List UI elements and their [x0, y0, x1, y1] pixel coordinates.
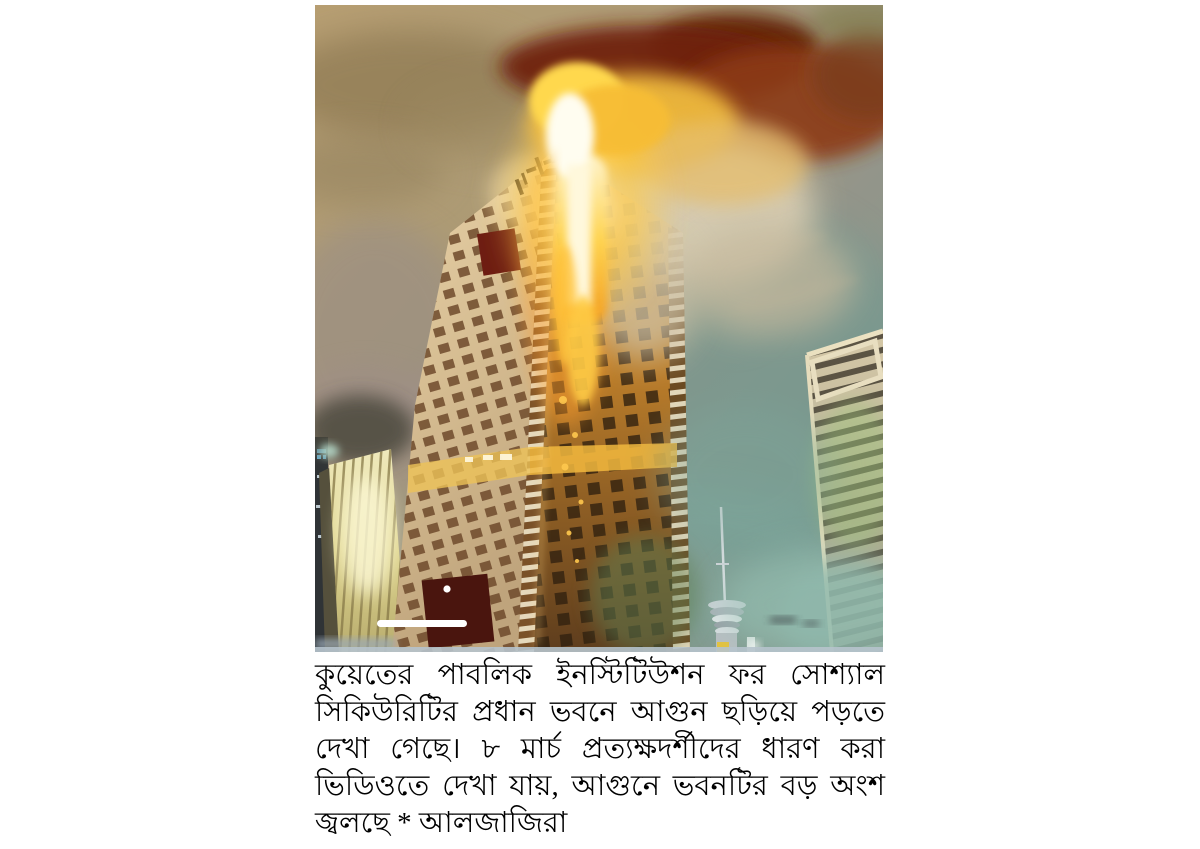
caption-line-2: সিকিউরিটির প্রধান ভবনে আগুন ছড়িয়ে পড়তে	[315, 696, 885, 728]
caption-line-3: দেখা গেছে। ৮ মার্চ প্রত্যক্ষদর্শীদের ধারণ করা	[315, 733, 885, 765]
burning-building-graphic	[315, 5, 883, 652]
photo-caption	[315, 657, 885, 842]
caption-line-5-credit: জ্বলছে * আলজাজিরা	[315, 807, 568, 839]
caption-line-1: কুয়েতের পাবলিক ইনস্টিটিউশন ফর সোশ্যাল	[315, 659, 885, 691]
caption-line-4: ভিডিওতে দেখা যায়, আগুনে ভবনটির বড় অংশ	[315, 770, 885, 802]
video-progress-bar	[377, 620, 467, 627]
news-photo	[315, 5, 883, 652]
